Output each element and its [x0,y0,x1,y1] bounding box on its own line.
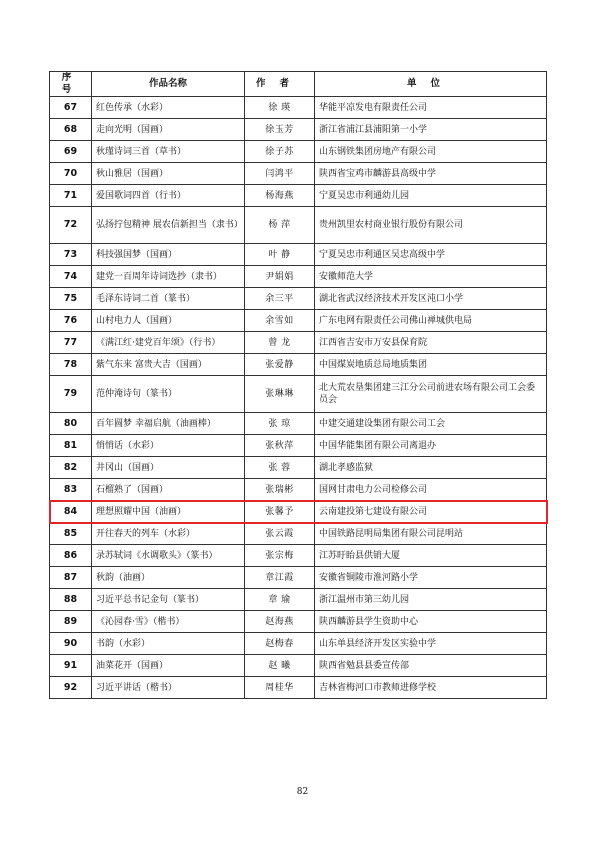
table-row [50,376,547,413]
table-row [50,119,547,141]
unit-cell: 贵州凯里农村商业银行股份有限公司 [315,207,547,244]
table-row [50,567,547,589]
unit-cell: 陕西省勉县县委宣传部 [315,655,547,677]
seq-cell: 75 [50,288,92,310]
author-cell: 余三平 [245,288,315,310]
seq-cell: 76 [50,310,92,332]
author-cell: 张 琼 [245,413,315,435]
seq-cell: 86 [50,545,92,567]
title-cell: 毛泽东诗词二首（篆书） [92,288,245,310]
page-number: 82 [296,787,309,797]
header-title: 作品名称 [92,72,245,97]
table-row [50,244,547,266]
seq-cell: 87 [50,567,92,589]
author-cell: 周桂华 [245,677,315,699]
seq-cell: 67 [50,97,92,119]
title-cell: 爱国歌词四首（行书） [92,185,245,207]
unit-cell: 宁夏吴忠市利通区吴忠高级中学 [315,244,547,266]
table-row [50,479,547,501]
unit-cell: 中国铁路昆明局集团有限公司昆明站 [315,523,547,545]
author-cell: 尹娟娟 [245,266,315,288]
table-row [50,185,547,207]
title-cell: 建党一百周年诗词选抄（隶书） [92,266,245,288]
table-row [50,501,547,523]
unit-cell: 湖北省武汉经济技术开发区沌口小学 [315,288,547,310]
seq-cell: 72 [50,207,92,244]
table-row [50,655,547,677]
title-cell: 书韵（水彩） [92,633,245,655]
seq-cell: 80 [50,413,92,435]
awards-table [49,71,547,699]
title-cell: 紫气东来 富贵大吉（国画） [92,354,245,376]
author-cell: 徐子苏 [245,141,315,163]
title-cell: 理想照耀中国（油画） [92,501,245,523]
seq-cell: 78 [50,354,92,376]
table-row [50,163,547,185]
author-cell: 徐 瑛 [245,97,315,119]
table-row [50,435,547,457]
table-body [50,97,547,699]
author-cell: 赵海燕 [245,611,315,633]
unit-cell: 北大荒农垦集团建三江分公司前进农场有限公司工会委员会 [315,376,547,413]
unit-cell: 广东电网有限责任公司佛山禅城供电局 [315,310,547,332]
title-cell: 走向光明（国画） [92,119,245,141]
table-row [50,354,547,376]
table-row [50,266,547,288]
table-row [50,611,547,633]
header-seq: 序号 [50,72,92,97]
title-cell: 范仲淹诗句（篆书） [92,376,245,413]
author-cell: 赵梅春 [245,633,315,655]
unit-cell: 宁夏吴忠市利通幼儿园 [315,185,547,207]
seq-cell: 79 [50,376,92,413]
seq-cell: 83 [50,479,92,501]
header-unit: 单位 [315,72,547,97]
title-cell: 科技强国梦（国画） [92,244,245,266]
table-row [50,457,547,479]
title-cell: 石榴熟了（国画） [92,479,245,501]
table-row [50,332,547,354]
author-cell: 张瑞彬 [245,479,315,501]
author-cell: 徐玉芳 [245,119,315,141]
unit-cell: 华能平凉发电有限责任公司 [315,97,547,119]
unit-cell: 陕西麟游县学生资助中心 [315,611,547,633]
table-row [50,413,547,435]
seq-cell: 84 [50,501,92,523]
table-row [50,545,547,567]
author-cell: 杨 萍 [245,207,315,244]
author-cell: 余雪如 [245,310,315,332]
seq-cell: 81 [50,435,92,457]
author-cell: 曾 龙 [245,332,315,354]
author-cell: 章 瑜 [245,589,315,611]
unit-cell: 浙江省浦江县浦阳第一小学 [315,119,547,141]
seq-cell: 88 [50,589,92,611]
unit-cell: 安徽师范大学 [315,266,547,288]
seq-cell: 77 [50,332,92,354]
unit-cell: 江西省吉安市万安县保育院 [315,332,547,354]
title-cell: 油菜花开（国画） [92,655,245,677]
awards-table-container [49,71,546,699]
unit-cell: 吉林省梅河口市教师进修学校 [315,677,547,699]
seq-cell: 68 [50,119,92,141]
unit-cell: 安徽省铜陵市淮河路小学 [315,567,547,589]
seq-cell: 71 [50,185,92,207]
title-cell: 弘扬拧包精神 展农信新担当（隶书） [92,207,245,244]
seq-cell: 90 [50,633,92,655]
author-cell: 张馨予 [245,501,315,523]
title-cell: 悄悄话（水彩） [92,435,245,457]
seq-cell: 74 [50,266,92,288]
table-row [50,310,547,332]
author-cell: 张秋萍 [245,435,315,457]
unit-cell: 中国华能集团有限公司离退办 [315,435,547,457]
table-header-row [50,72,547,97]
unit-cell: 湖北孝感监狱 [315,457,547,479]
table-row [50,589,547,611]
header-author: 作者 [245,72,315,97]
unit-cell: 浙江温州市第三幼儿园 [315,589,547,611]
seq-cell: 91 [50,655,92,677]
table-row [50,207,547,244]
unit-cell: 山东钢铁集团房地产有限公司 [315,141,547,163]
title-cell: 习近平讲话（楷书） [92,677,245,699]
table-row [50,288,547,310]
title-cell: 秋韵（油画） [92,567,245,589]
unit-cell: 山东单县经济开发区实验中学 [315,633,547,655]
unit-cell: 国网甘肃电力公司检修公司 [315,479,547,501]
author-cell: 章江霞 [245,567,315,589]
seq-cell: 70 [50,163,92,185]
seq-cell: 73 [50,244,92,266]
author-cell: 张 蓉 [245,457,315,479]
table-row [50,97,547,119]
unit-cell: 江苏盱眙县供销大厦 [315,545,547,567]
title-cell: 百年圆梦 幸福启航（油画棒） [92,413,245,435]
seq-cell: 69 [50,141,92,163]
title-cell: 开往春天的列车（水彩） [92,523,245,545]
unit-cell: 中国煤炭地质总局地质集团 [315,354,547,376]
seq-cell: 89 [50,611,92,633]
table-row [50,523,547,545]
table-row [50,141,547,163]
seq-cell: 85 [50,523,92,545]
title-cell: 红色传承（水彩） [92,97,245,119]
author-cell: 张宗梅 [245,545,315,567]
title-cell: 《满江红·建党百年颂》（行书） [92,332,245,354]
author-cell: 杨海燕 [245,185,315,207]
author-cell: 张云霞 [245,523,315,545]
unit-cell: 陕西省宝鸡市麟游县高级中学 [315,163,547,185]
table-row [50,677,547,699]
author-cell: 赵 曦 [245,655,315,677]
title-cell: 秋瑾诗词三首（草书） [92,141,245,163]
author-cell: 叶 静 [245,244,315,266]
title-cell: 秋山雅居（国画） [92,163,245,185]
title-cell: 习近平总书记金句（篆书） [92,589,245,611]
title-cell: 井冈山（国画） [92,457,245,479]
title-cell: 录苏轼词《水调歌头》（篆书） [92,545,245,567]
title-cell: 山村电力人（国画） [92,310,245,332]
seq-cell: 92 [50,677,92,699]
author-cell: 闫鸿平 [245,163,315,185]
seq-cell: 82 [50,457,92,479]
title-cell: 《沁园春·雪》（楷书） [92,611,245,633]
unit-cell: 云南建投第七建设有限公司 [315,501,547,523]
unit-cell: 中建交通建设集团有限公司工会 [315,413,547,435]
table-row [50,633,547,655]
author-cell: 张琳琳 [245,376,315,413]
author-cell: 张爱静 [245,354,315,376]
